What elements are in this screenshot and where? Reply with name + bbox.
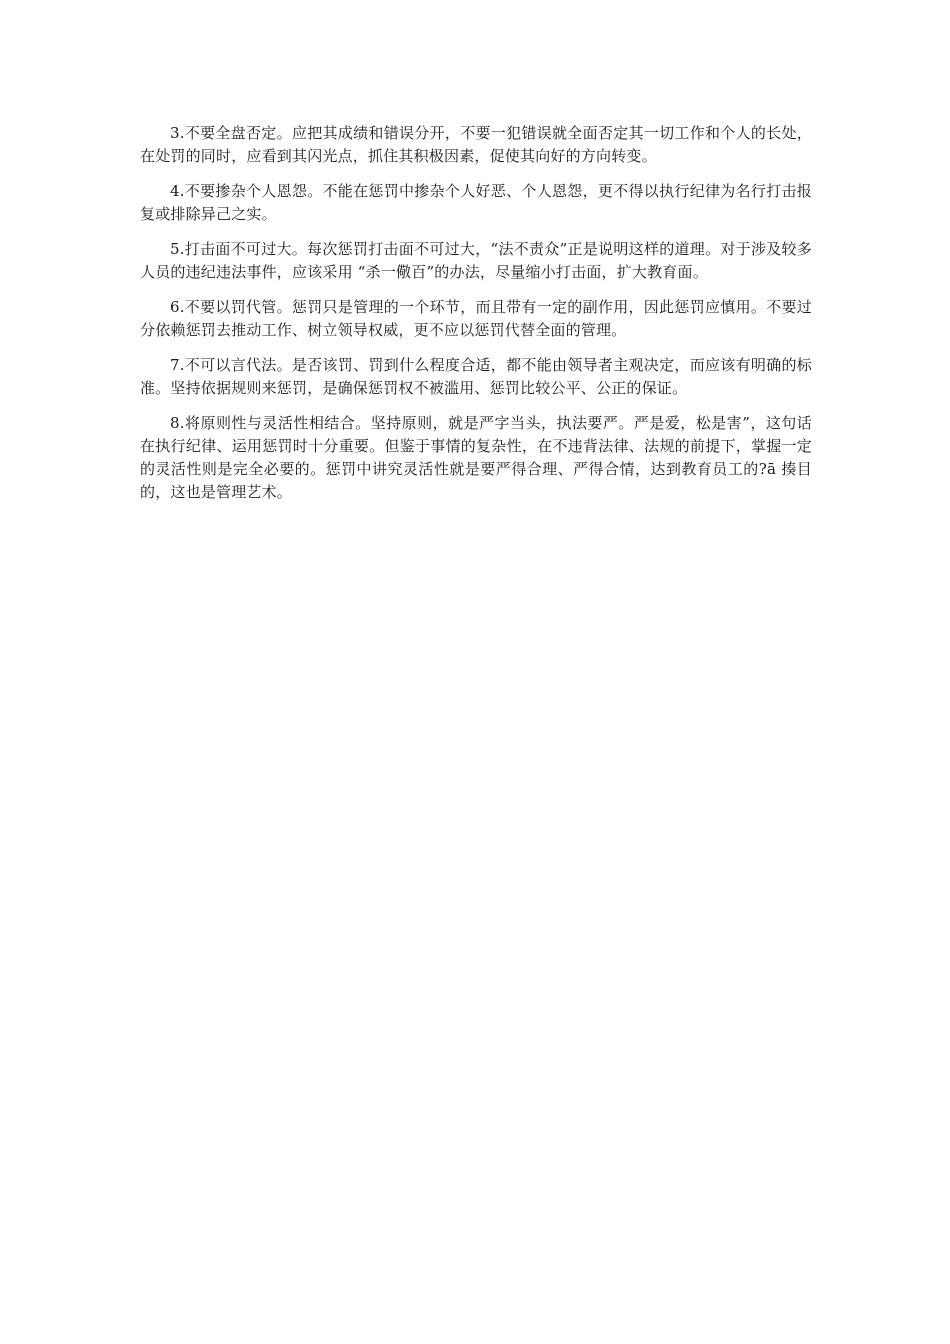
paragraph-item-4: 4.不要掺杂个人恩怨。不能在惩罚中掺杂个人好恶、个人恩怨，更不得以执行纪律为名行打击报复或排除异己之实。	[140, 182, 812, 223]
paragraph-item-5: 5.打击面不可过大。每次惩罚打击面不可过大，“法不责众”正是说明这样的道理。对于涉及较多人员的违纪违法事件，应该采用 “杀一儆百”的办法，尽量缩小打击面，扩大教育面。	[140, 240, 812, 281]
paragraph-item-3: 3.不要全盘否定。应把其成绩和错误分开，不要一犯错误就全面否定其一切工作和个人的长处，在处罚的同时，应看到其闪光点，抓住其积极因素，促使其向好的方向转变。	[140, 124, 812, 165]
document-body	[140, 122, 812, 516]
paragraph-item-8: 8.将原则性与灵活性相结合。坚持原则，就是严字当头，执法要严。严是爱，松是害”，这句话在执行纪律、运用惩罚时十分重要。但鉴于事情的复杂性，在不违背法律、法规的前提下，掌握一定的灵活性则是完全必要的。惩罚中讲究灵活性就是要严得合理、严得合情，达到教育员工的?ā 揍目的，这也是管理艺术。	[140, 414, 812, 501]
paragraph-item-6: 6.不要以罚代管。惩罚只是管理的一个环节，而且带有一定的副作用，因此惩罚应慎用。不要过分依赖惩罚去推动工作、树立领导权威，更不应以惩罚代替全面的管理。	[140, 298, 812, 339]
paragraph-item-7: 7.不可以言代法。是否该罚、罚到什么程度合适，都不能由领导者主观决定，而应该有明确的标准。坚持依据规则来惩罚，是确保惩罚权不被滥用、惩罚比较公平、公正的保证。	[140, 356, 812, 397]
